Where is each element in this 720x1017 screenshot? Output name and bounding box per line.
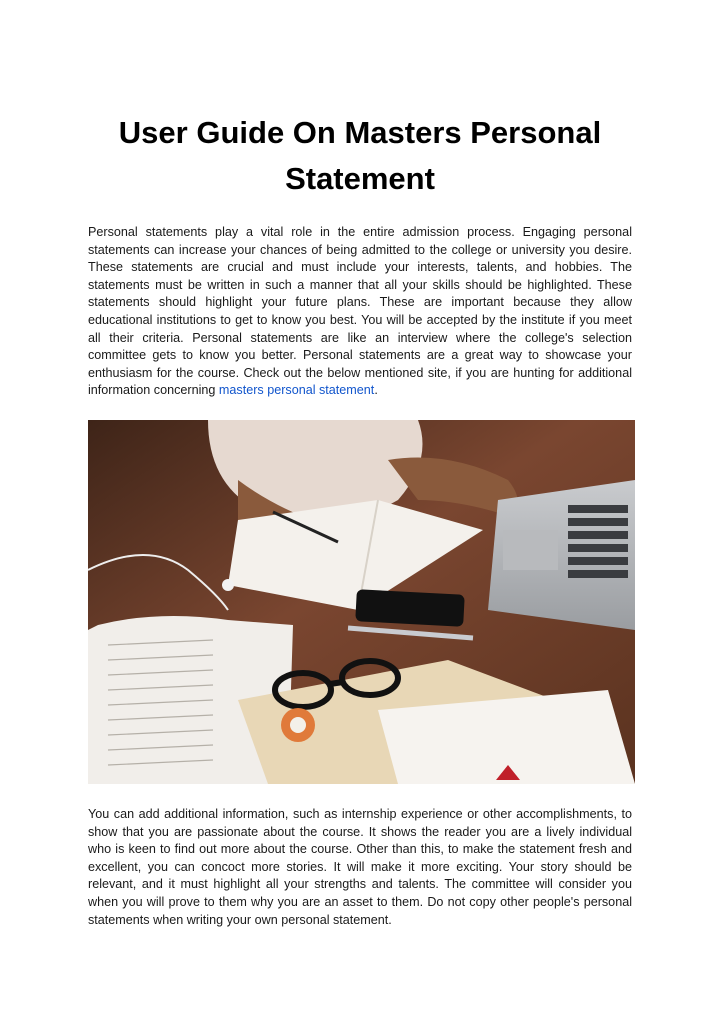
- page-title: User Guide On Masters Personal Statement: [118, 115, 602, 196]
- body-paragraph: You can add additional information, such as internship experience or other accomplishments, to show that you are passionate about the course. It shows the reader you are a lively individual who is keen to find out more about the course. Other than this, to make the statement fresh and excellent, you can concoct more stories. It will make it more exciting. Your story should be relevant, and it must highlight all your strengths and talents. The committee will consider you when you will prove to them why you are an asset to them. Do not copy other people's personal statements when writing your own personal statement.: [88, 807, 632, 927]
- study-desk-photo: [88, 420, 635, 784]
- masters-personal-statement-link[interactable]: masters personal statement: [218, 383, 375, 398]
- intro-paragraph-end: .: [374, 383, 378, 398]
- laptop-trackpad: [503, 530, 558, 570]
- smartphone: [355, 589, 465, 627]
- study-desk-illustration: [88, 420, 635, 784]
- intro-paragraph: [88, 224, 632, 400]
- intro-paragraph-text: Personal statements play a vital role in the entire admission process. Engaging personal statements can increase your chances of being admitted to the college or university you desire. These statements are crucial and must include your interests, talents, and hobbies. The statements must be written in such a manner that all your skills should be highlighted. These statements should highlight your future plans. These are important because they allow educational institutions to get to know you best. You will be accepted by the institute if you meet all their criteria. Personal statements are like an interview where the college's selection committee gets to know you better. Personal statements are a great way to showcase your enthusiasm for the course. Check out the below mentioned site, if you are hunting for additional information concerning: [88, 225, 632, 398]
